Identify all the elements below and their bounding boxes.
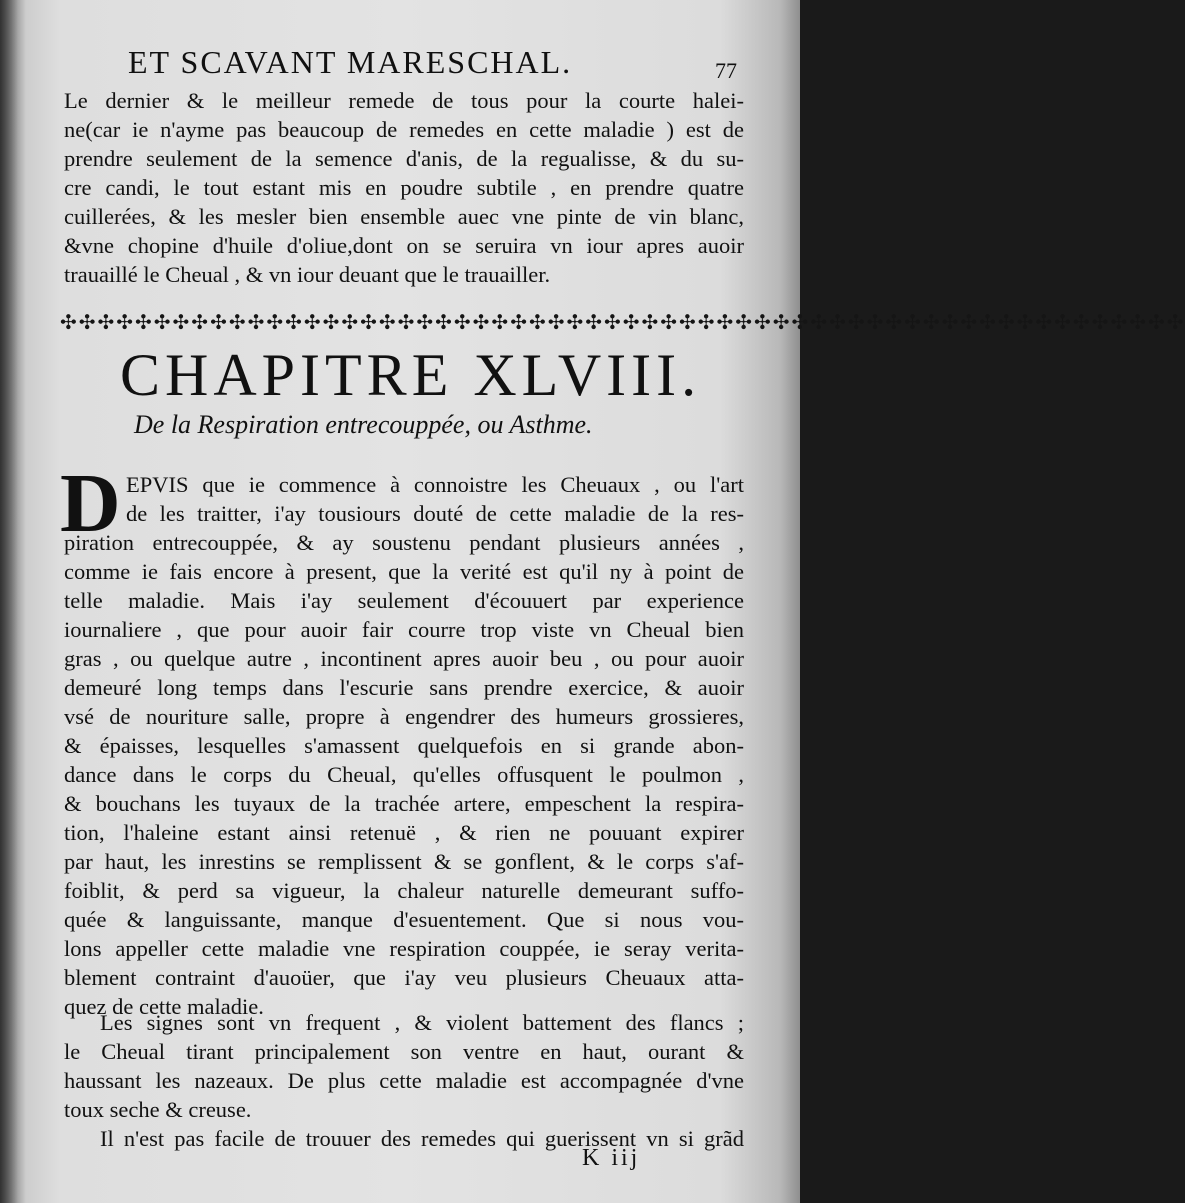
text-line: demeuré long temps dans l'escurie sans prendre exercice, & auoir bbox=[64, 675, 744, 700]
gutter-shadow bbox=[0, 0, 26, 1203]
text-line: par haut, les inrestins se remplissent & se gonflent, & le corps s'af- bbox=[64, 849, 744, 874]
text-line: Les signes sont vn frequent , & violent battement des flancs ; bbox=[100, 1010, 744, 1035]
text-line: de les traitter, i'ay tousiours douté de cette maladie de la res- bbox=[126, 501, 744, 526]
text-line: & bouchans les tuyaux de la trachée artere, empeschent la respira- bbox=[64, 791, 744, 816]
text-line: Le dernier & le meilleur remede de tous pour la courte halei- bbox=[64, 88, 744, 113]
text-line: &vne chopine d'huile d'oliue,dont on se seruira vn iour apres auoir bbox=[64, 233, 744, 258]
text-line: tion, l'haleine estant ainsi retenuë , & rien ne pouuant expirer bbox=[64, 820, 744, 845]
drop-cap-initial: D bbox=[60, 457, 121, 550]
text-line: quez de cette maladie. bbox=[64, 994, 264, 1019]
text-line: cuillerées, & les mesler bien ensemble auec vne pinte de vin blanc, bbox=[64, 204, 744, 229]
text-line: ne(car ie n'ayme pas beaucoup de remedes en cette maladie ) est de bbox=[64, 117, 744, 142]
text-line: & épaisses, lesquelles s'amassent quelquefois en si grande abon- bbox=[64, 733, 744, 758]
text-line: piration entrecouppée, & ay soustenu pendant plusieurs années , bbox=[64, 530, 744, 555]
intro-paragraph bbox=[64, 86, 744, 289]
text-line: lons appeller cette maladie vne respiration couppée, ie seray verita- bbox=[64, 936, 744, 961]
text-line: blement contraint d'auoüer, que i'ay veu plusieurs Cheuaux atta- bbox=[64, 965, 744, 990]
chapter-title: CHAPITRE XLVIII. bbox=[120, 342, 702, 408]
chapter-subtitle: De la Respiration entrecouppée, ou Asthme. bbox=[134, 410, 593, 439]
text-line: foiblit, & perd sa vigueur, la chaleur naturelle demeurant suffo- bbox=[64, 878, 744, 903]
text-line: comme ie fais encore à present, que la verité est qu'il ny à point de bbox=[64, 559, 744, 584]
running-title: ET SCAVANT MARESCHAL. bbox=[128, 44, 573, 80]
text-line: prendre seulement de la semence d'anis, de la regualisse, & du su- bbox=[64, 146, 744, 171]
text-line: haussant les nazeaux. De plus cette maladie est accompagnée d'vne bbox=[64, 1068, 744, 1093]
text-line: EPVIS que ie commence à connoistre les Cheuaux , ou l'art bbox=[126, 472, 744, 497]
text-line: trauaillé le Cheual , & vn iour deuant que le trauailler. bbox=[64, 262, 551, 287]
main-paragraph bbox=[64, 470, 744, 1021]
text-line: iournaliere , que pour auoir fair courre trop viste vn Cheual bien bbox=[64, 617, 744, 642]
text-line: toux seche & creuse. bbox=[64, 1097, 252, 1122]
text-line: telle maladie. Mais i'ay seulement d'écouuert par experience bbox=[64, 588, 744, 613]
page-number: 77 bbox=[715, 58, 737, 83]
text-line: cre candi, le tout estant mis en poudre subtile , en prendre quatre bbox=[64, 175, 744, 200]
text-line: vsé de nouriture salle, propre à engendrer des humeurs grossieres, bbox=[64, 704, 744, 729]
text-line: quée & languissante, manque d'esuentement. Que si nous vou- bbox=[64, 907, 744, 932]
text-line: gras , ou quelque autre , incontinent apres auoir beu , ou pour auoir bbox=[64, 646, 744, 671]
ornamental-divider: ✣✣✣✣✣✣✣✣✣✣✣✣✣✣✣✣✣✣✣✣✣✣✣✣✣✣✣✣✣✣✣✣✣✣✣✣✣✣✣✣✣✣✣✣✣✣✣✣✣✣✣✣✣✣✣✣✣✣✣✣ bbox=[60, 310, 1185, 334]
text-line: Il n'est pas facile de trouuer des remedes qui guerissent vn si grãd bbox=[100, 1126, 744, 1151]
text-line: dance dans le corps du Cheual, qu'elles offusquent le poulmon , bbox=[64, 762, 744, 787]
signs-paragraph bbox=[64, 1008, 744, 1153]
text-line: le Cheual tirant principalement son ventre en haut, ourant & bbox=[64, 1039, 744, 1064]
signature-mark: K iij bbox=[582, 1145, 641, 1171]
